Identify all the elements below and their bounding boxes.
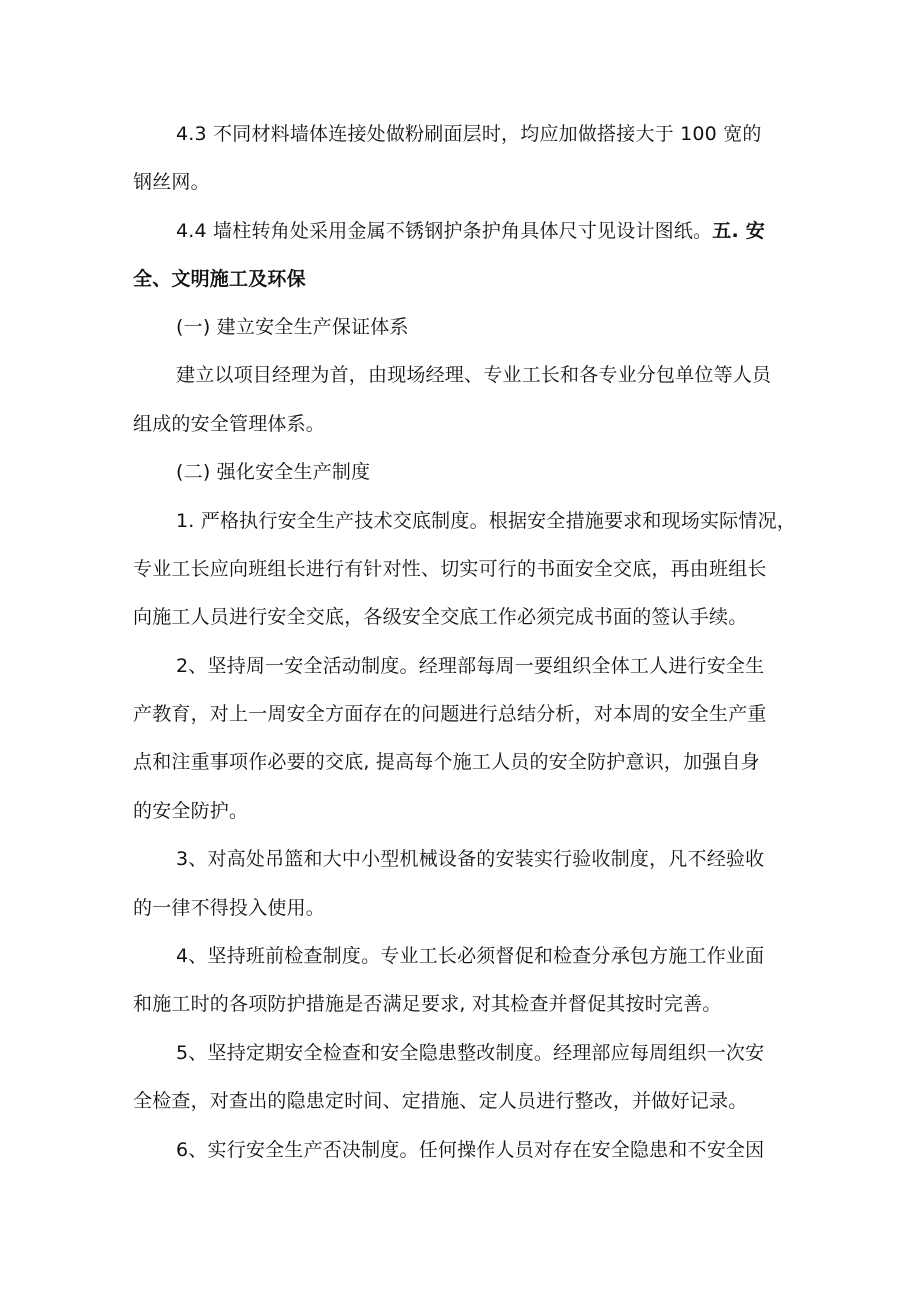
item-3-line-1: 3、对高处吊篮和大中小型机械设备的安装实行验收制度，凡不经验收: [176, 848, 765, 870]
paragraph-safety-system-line-2: 组成的安全管理体系。: [133, 413, 326, 435]
paragraph-4-4-line-1: [176, 218, 836, 244]
item-4-line-1: 4、坚持班前检查制度。专业工长必须督促和检查分承包方施工作业面: [176, 945, 765, 967]
item-3-line-2: 的一律不得投入使用。: [133, 897, 326, 919]
paragraph-4-4-text: 4.4 墙柱转角处采用金属不锈钢护条护角具体尺寸见设计图纸。: [176, 220, 713, 242]
subsection-one-title: (一) 建立安全生产保证体系: [176, 316, 409, 338]
section-five-heading-end: 全、文明施工及环保: [133, 268, 306, 290]
paragraph-4-3-line-2: 钢丝网。: [133, 171, 210, 193]
item-1-line-1: 1. 严格执行安全生产技术交底制度。根据安全措施要求和现场实际情况，: [176, 510, 796, 532]
paragraph-4-3-line-1: 4.3 不同材料墙体连接处做粉刷面层时，均应加做搭接大于 100 宽的: [176, 123, 762, 145]
item-2-line-1: 2、坚持周一安全活动制度。经理部每周一要组织全体工人进行安全生: [176, 655, 765, 677]
item-5-line-1: 5、坚持定期安全检查和安全隐患整改制度。经理部应每周组织一次安: [176, 1042, 765, 1064]
paragraph-safety-system-line-1: 建立以项目经理为首，由现场经理、专业工长和各专业分包单位等人员: [176, 364, 772, 386]
item-2-line-4: 的安全防护。: [133, 800, 249, 822]
item-2-line-3: 点和注重事项作必要的交底, 提高每个施工人员的安全防护意识，加强自身: [133, 751, 760, 773]
subsection-two-title: (二) 强化安全生产制度: [176, 461, 371, 483]
item-4-line-2: 和施工时的各项防护措施是否满足要求, 对其检查并督促其按时完善。: [133, 993, 722, 1015]
item-1-line-2: 专业工长应向班组长进行有针对性、切实可行的书面安全交底，再由班组长: [133, 558, 767, 580]
item-5-line-2: 全检查，对查出的隐患定时间、定措施、定人员进行整改，并做好记录。: [133, 1090, 748, 1112]
item-1-line-3: 向施工人员进行安全交底，各级安全交底工作必须完成书面的签认手续。: [133, 606, 748, 628]
item-6-line-1: 6、实行安全生产否决制度。任何操作人员对存在安全隐患和不安全因: [176, 1139, 765, 1161]
item-2-line-2: 产教育，对上一周安全方面存在的问题进行总结分析，对本周的安全生产重: [133, 703, 767, 725]
section-five-heading-start: 五. 安: [712, 220, 765, 242]
